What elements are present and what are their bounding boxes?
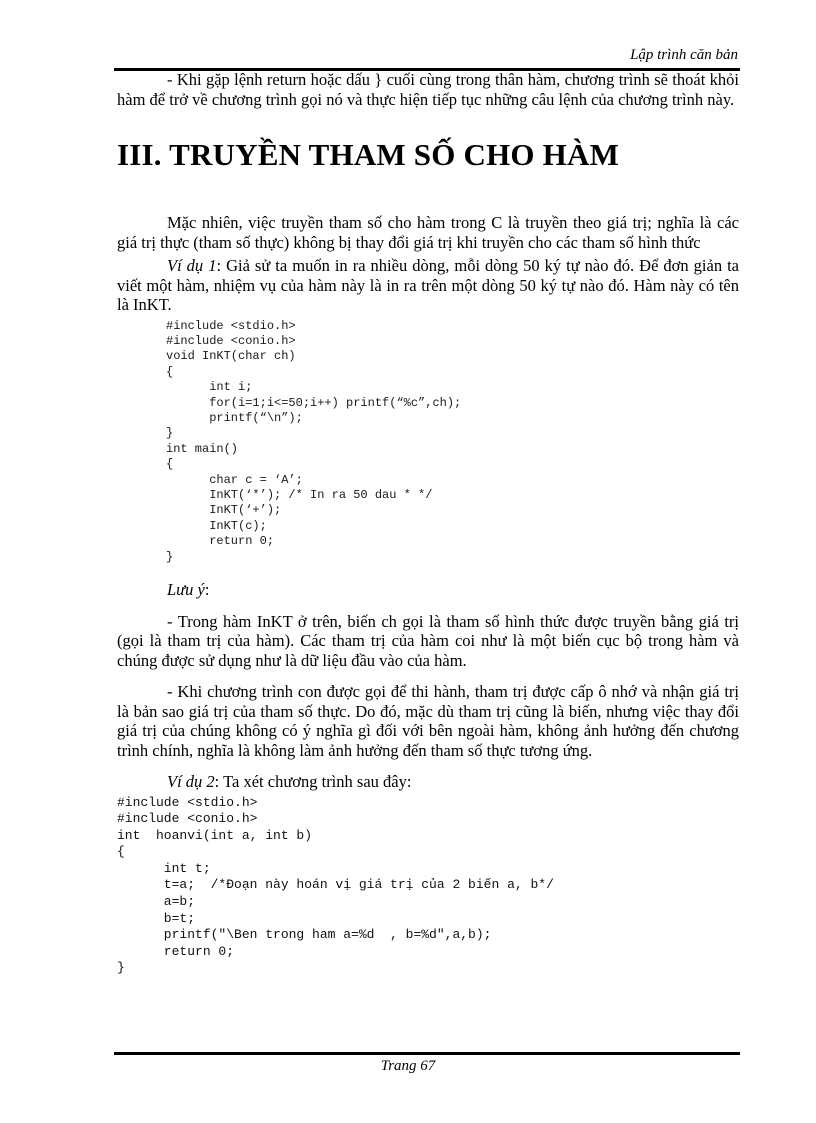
example-1-text: : Giả sử ta muốn in ra nhiều dòng, mỗi dòng 50 ký tự nào đó. Để đơn giản ta viết một hàm, nhiệm vụ của hàm này là in ra trên một dòng 50 ký tự nào đó. Hàm này có tên là InKT. [117,256,740,314]
example-1-paragraph [117,256,739,315]
code-block-inkt: #include <stdio.h> #include <conio.h> void InKT(char ch) { int i; for(i=1;i<=50;i++) printf(“%c”,ch); printf(“\n”); } int main() { char c = ‘A’; InKT(‘*’); /* In ra 50 dau * */ InKT(‘+’); InKT(c); return 0; } [166,318,462,564]
example-2-label: Ví dụ 2 [167,772,215,791]
example-1-label: Ví dụ 1 [167,256,217,275]
example-2-text: : Ta xét chương trình sau đây: [214,772,412,791]
section-heading: III. TRUYỀN THAM SỐ CHO HÀM [117,137,620,172]
return-paragraph: - Khi gặp lệnh return hoặc dấu } cuối cùng trong thân hàm, chương trình sẽ thoát khỏi hàm để trở về chương trình gọi nó và thực hiện tiếp tục những câu lệnh của chương trình này. [117,70,739,109]
note-paragraph-2: - Khi chương trình con được gọi để thi hành, tham trị được cấp ô nhớ và nhận giá trị là bản sao giá trị của tham số thực. Do đó, mặc dù tham trị cũng là biến, nhưng việc thay đổi giá trị của chúng không có ý nghĩa gì đối với bên ngoài hàm, không ảnh hưởng đến chương trình chính, nghĩa là không làm ảnh hưởng đến tham số thực tương ứng. [117,682,739,760]
running-header: Lập trình căn bản [630,47,738,63]
page-body [117,70,739,977]
example-2-paragraph [117,772,739,792]
note-paragraph-1: - Trong hàm InKT ở trên, biến ch gọi là tham số hình thức được truyền bằng giá trị (gọi là tham trị của hàm). Các tham trị của hàm coi như là một biến cục bộ trong hàm và chúng được sử dụng như là dữ liệu đầu vào của hàm. [117,611,739,670]
note-label-line [117,580,739,600]
page-number: Trang 67 [380,1058,436,1074]
intro-paragraph: Mặc nhiên, việc truyền tham số cho hàm trong C là truyền theo giá trị; nghĩa là các giá trị thực (tham số thực) không bị thay đổi giá trị khi truyền cho các tham số hình thức [117,213,739,252]
code-block-hoanvi: #include <stdio.h> #include <conio.h> int hoanvi(int a, int b) { int t; t=a; /*Đoạn này hoán vị giá trị của 2 biến a, b*/ a=b; b=t; printf("\Ben trong ham a=%d , b=%d",a,b); return 0; } [117,794,554,976]
footer-rule [114,1052,740,1055]
note-label: Lưu ý [167,580,205,599]
note-colon: : [204,580,210,599]
